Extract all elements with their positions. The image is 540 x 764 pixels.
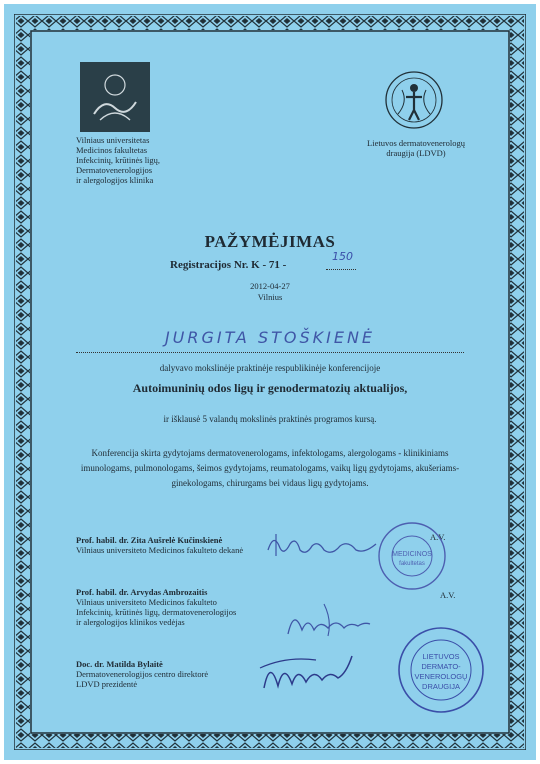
signature-clinic-head (284, 600, 374, 640)
stamp-text: LIETUVOS (422, 652, 460, 661)
stamp-text: fakultetas (399, 561, 425, 567)
recipient-name: JURGITA STOŠKIENĖ (164, 328, 376, 347)
registration-number (170, 250, 370, 271)
signatory-name: Doc. dr. Matilda Bylaitė (76, 659, 163, 669)
course-text: ir išklausė 5 valandų mokslinės praktinės programos kursą. (163, 414, 377, 424)
society-stamp (396, 625, 486, 715)
university-logo (80, 62, 150, 132)
signature-society-president (256, 648, 356, 698)
signatory-role: Vilniaus universiteto Medicinos fakulteto (76, 597, 217, 607)
society-logo (378, 64, 450, 136)
name-dotted-line (76, 352, 464, 353)
signatory-name: Prof. habil. dr. Zita Aušrelė Kučinskienė (76, 535, 223, 545)
audience-paragraph: Konferencija skirta gydytojams dermatovenerologams, infektologams, alergologams - klinikiniams imunologams, pulmonologams, šeimos gydytojams, reumatologams, vaikų ligų gydytojams, akušeriams-ginekologams, chirurgams bei vidaus ligų gydytojams. (80, 448, 460, 488)
stamp-text: VENEROLOGŲ (414, 672, 468, 681)
signatory-role: Vilniaus universiteto Medicinos fakulteto dekanė (76, 545, 244, 555)
signature-dean (262, 526, 382, 562)
stamp-text: DERMATO- (421, 662, 461, 671)
certificate-title: PAŽYMĖJIMAS (204, 232, 336, 251)
faculty-stamp (376, 520, 448, 592)
stamp-place-label: A.V. (440, 590, 456, 600)
signatory-role: LDVD prezidentė (76, 679, 138, 689)
signatory-society-president (76, 659, 208, 689)
participation-text: dalyvavo mokslinėje praktinėje respublikinėje konferencijoje (159, 363, 381, 373)
signatory-clinic-head (76, 587, 236, 627)
registration-handwritten-number: 150 (332, 250, 353, 263)
issue-city: Vilnius (257, 292, 283, 302)
issue-date: 2012-04-27 (250, 281, 290, 291)
signatory-role: Dermatovenerologijos centro direktorė (76, 669, 209, 679)
signatory-role: Infekcinių, krūtinės ligų, dermatovenerologijos (76, 607, 237, 617)
signatory-name: Prof. habil. dr. Arvydas Ambrozaitis (76, 587, 208, 597)
stamp-text: DRAUGIJA (422, 682, 460, 691)
stamp-text: MEDICINOS (392, 551, 432, 558)
signatory-dean (76, 535, 243, 555)
signatory-role: ir alergologijos klinikos vedėjas (76, 617, 185, 627)
society-name: Lietuvos dermatovenerologų draugija (LDVD) (367, 138, 465, 158)
university-department: Vilniaus universitetas Medicinos fakultetas Infekcinių, krūtinės ligų, Dermatovenerologijos ir alergologijos klinika (76, 135, 161, 185)
stamp-place-label: A.V. (430, 532, 446, 542)
registration-dotted-line (326, 269, 356, 270)
conference-title: Autoimuninių odos ligų ir genodermatozių aktualijos, (132, 381, 408, 395)
registration-label: Registracijos Nr. K - 71 - (170, 259, 287, 271)
